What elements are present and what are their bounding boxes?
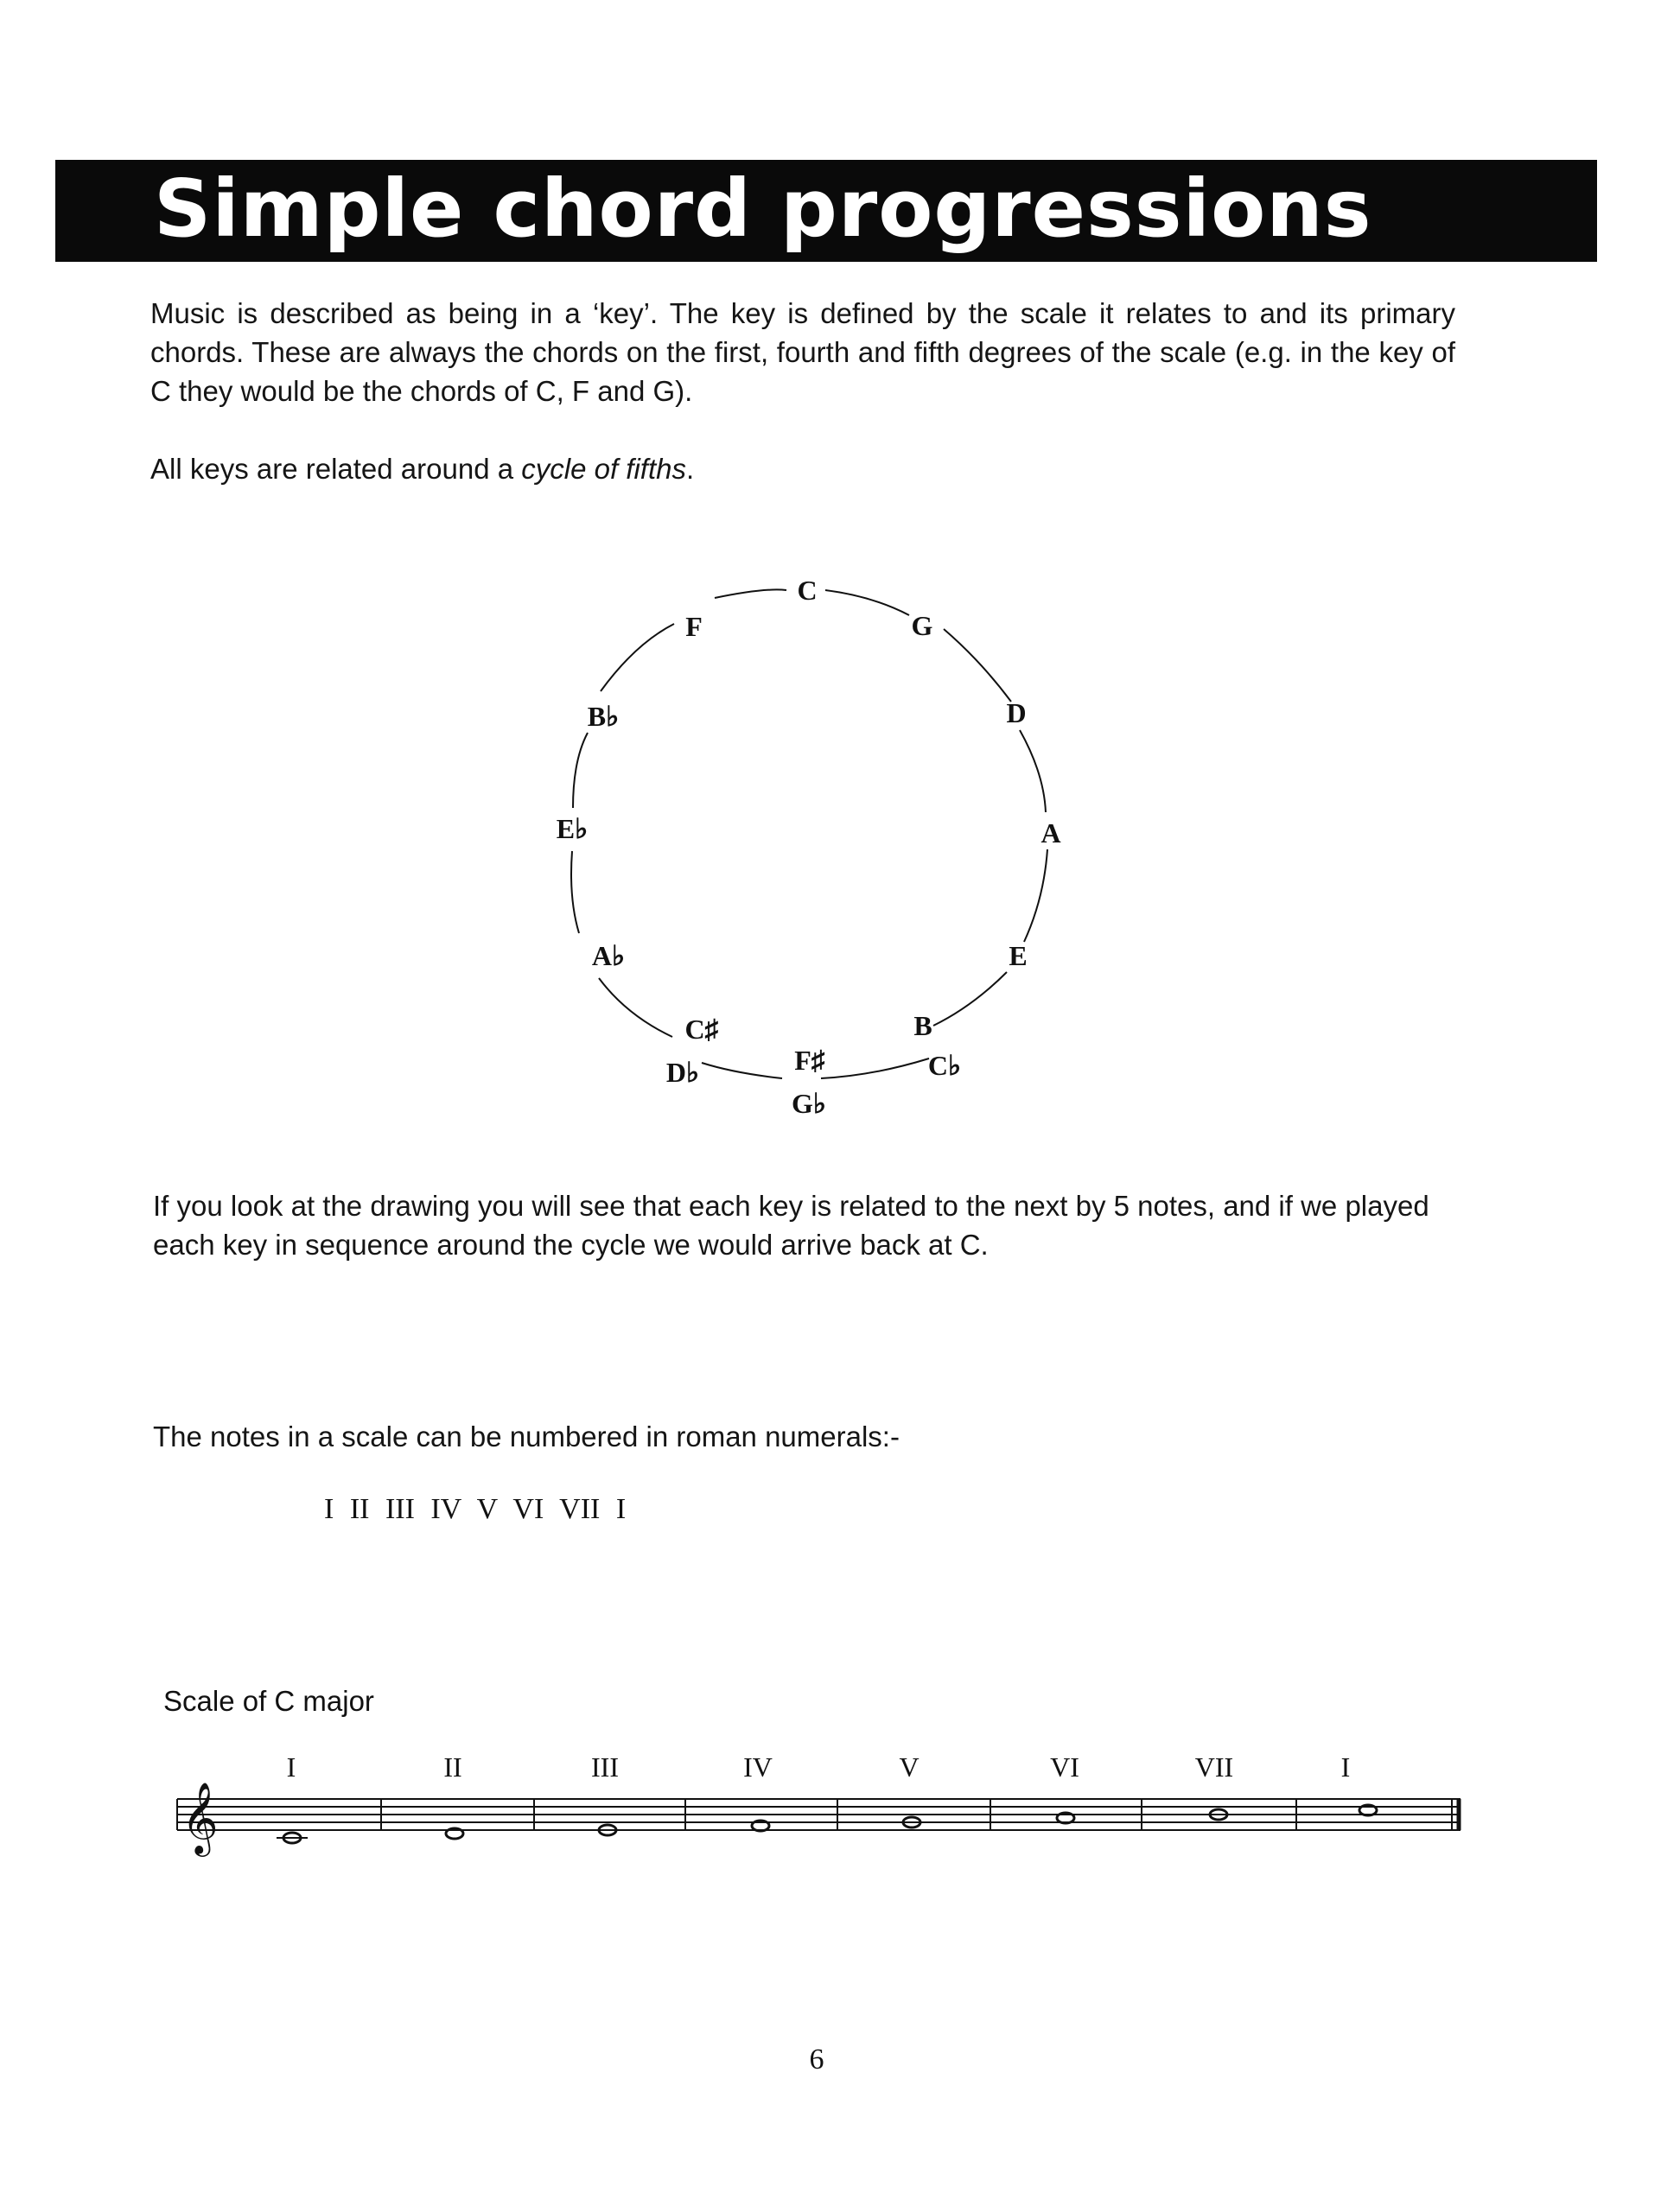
key-label-g-flat: G♭ — [792, 1088, 826, 1119]
cycle-line-prefix: All keys are related around a — [150, 453, 522, 485]
scale-numeral: II — [443, 1751, 462, 1783]
scale-numeral: I — [286, 1751, 296, 1783]
key-label-c-sharp: C♯ — [684, 1014, 719, 1045]
key-label-f: F — [685, 611, 703, 642]
key-label-b-flat: B♭ — [587, 701, 620, 732]
cycle-line-suffix: . — [685, 453, 695, 485]
key-label-c: C — [797, 575, 818, 606]
key-label-f-sharp: F♯ — [794, 1045, 825, 1076]
key-label-d-flat: D♭ — [665, 1057, 700, 1088]
scale-numeral: IV — [743, 1751, 773, 1783]
key-label-e: E — [1009, 940, 1028, 971]
scale-numeral: III — [591, 1751, 619, 1783]
intro-paragraph: Music is described as being in a ‘key’. The key is defined by the scale it relates to and its primary chords. These are always the chords on the first, fourth and fifth degrees of the scale (e.g. in the key of C they would be the chords of C, F and G). — [150, 297, 1455, 407]
key-label-a: A — [1041, 817, 1061, 849]
treble-clef-icon: 𝄞 — [181, 1783, 219, 1853]
scale-numeral: V — [899, 1751, 920, 1783]
key-label-c-flat: C♭ — [927, 1050, 962, 1081]
key-label-d: D — [1006, 697, 1027, 728]
key-label-g: G — [911, 610, 933, 641]
key-label-b: B — [913, 1010, 932, 1041]
scale-numeral: VII — [1194, 1751, 1234, 1783]
scale-label: Scale of C major — [163, 1685, 374, 1717]
cycle-line-emphasis: cycle of fifths — [521, 453, 686, 485]
scale-numeral: VI — [1050, 1751, 1079, 1783]
numerals-intro: The notes in a scale can be numbered in roman numerals:- — [153, 1421, 900, 1452]
drawing-paragraph: If you look at the drawing you will see that each key is related to the next by 5 notes, and if we played each key in sequence around the cycle we would arrive back at C. — [153, 1190, 1429, 1261]
key-label-e-flat: E♭ — [556, 813, 589, 844]
scale-numeral: I — [1340, 1751, 1351, 1783]
page-title: Simple chord progressions — [154, 162, 1372, 255]
page-number: 6 — [809, 2044, 824, 2075]
key-label-a-flat: A♭ — [591, 940, 626, 971]
roman-numerals-row: I II III IV V VI VII I — [324, 1493, 627, 1525]
